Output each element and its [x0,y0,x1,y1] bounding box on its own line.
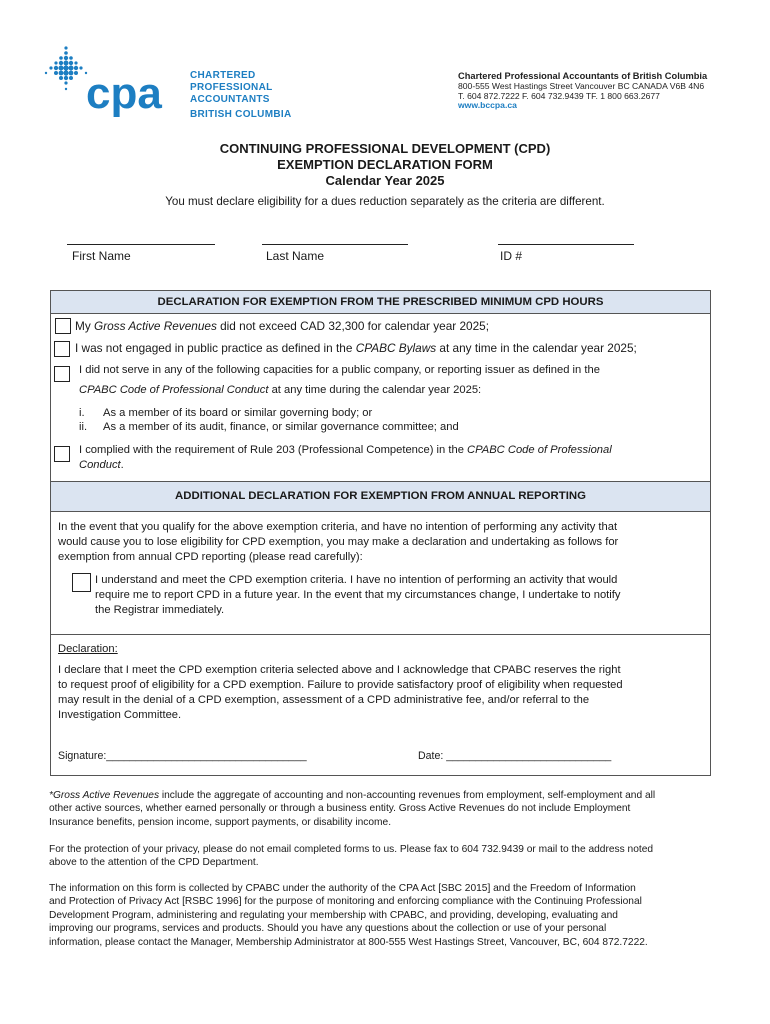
footnote-gross-revenues: *Gross Active Revenues include the aggregate of accounting and non-accounting revenues from employment, self-employment and all other active sources, whether earned personally or through a business entity. Gross Active Revenues do not include Employment Insurance benefits, pension income, support payments, or disability income. [49,790,656,828]
item-public-company: I did not serve in any of the following capacities for a public company, or reporting issuer as defined in the CPABC Code of Professional Conduct at any time during the calendar year 2025: [79,364,600,396]
declaration-text: I declare that I meet the CPD exemption criteria selected above and I acknowledge that CPABC reserves the right to request proof of eligibility for a CPD exemption. Failure to provide satisfactory proof of eligibility when requested may result in the denial of a CPD exemption, assessment of a CPD administrative fee, and/or referral to the Investigation Committee. [58,664,623,721]
section-divider [51,634,710,635]
section2-intro: In the event that you qualify for the above exemption criteria, and have no intention of performing any activity that would cause you to lose eligibility for CPD exemption, you may make a declaration and undertaking as follows for exemption from annual CPD reporting (please read carefully): [58,521,619,563]
first-name-label: First Name [72,249,131,263]
org-phones: T. 604 872.7222 F. 604 732.9439 TF. 1 800 663.2677 [458,90,660,101]
signature-field[interactable]: Signature:__________________________________ [58,750,307,762]
sub-item-i-text: As a member of its board or similar governing body; or [103,407,373,419]
date-field[interactable]: Date: ____________________________ [418,750,612,762]
sub-item-i: i. [79,407,85,419]
sub-item-ii-text: As a member of its audit, finance, or similar governance committee; and [103,421,459,433]
maple-leaf-dots-icon [42,40,162,125]
last-name-label: Last Name [266,249,325,263]
org-name: Chartered Professional Accountants of British Columbia [458,71,708,81]
checkbox-public-company[interactable] [54,366,70,382]
cpa-logo [42,40,292,125]
declaration-table [50,290,711,776]
checkbox-rule-203[interactable] [54,446,70,462]
checkbox-gross-revenues[interactable] [55,318,71,334]
svg-text:cpa: cpa [86,69,162,118]
last-name-field[interactable] [262,244,408,245]
org-website-link[interactable]: www.bccpa.ca [458,100,517,111]
org-address: 800-555 West Hastings Street Vancouver BC CANADA V6B 4N6 [458,80,705,91]
item-public-practice: I was not engaged in public practice as defined in the CPABC Bylaws at any time in the calendar year 2025; [75,341,637,355]
section1-heading: DECLARATION FOR EXEMPTION FROM THE PRESCRIBED MINIMUM CPD HOURS [51,291,710,314]
sub-item-ii: ii. [79,421,88,433]
logo-text: CHARTERED PROFESSIONAL ACCOUNTANTS BRITISH COLUMBIA [190,70,292,120]
checkbox-undertaking[interactable] [72,573,91,592]
checkbox-public-practice[interactable] [54,341,70,357]
footnote-privacy: For the protection of your privacy, please do not email completed forms to us. Please fax to 604 732.9439 or mail to the address noted above to the attention of the CPD Department. [49,844,654,869]
id-label: ID # [500,249,523,263]
undertaking-text: I understand and meet the CPD exemption criteria. I have no intention of performing an activity that would require me to report CPD in a future year. In the event that my circumstances change, I undertake to notify the Registrar immediately. [95,574,621,616]
id-field[interactable] [498,244,634,245]
footnote-information: The information on this form is collected by CPABC under the authority of the CPA Act [SBC 2015] and the Freedom of Information and Protection of Privacy Act [RSBC 1996] for the purpose of monitoring and enforcing compliance with the Continuing Professional Development Program, administering and regulating your membership with CPABC, and providing, developing, evaluating and improving our programs, services and products. Should you have any questions about the collection or use of your personal information, please contact the Manager, Membership Administrator at 800-555 West Hastings Street, Vancouver, BC, 604 872.7222. [49,883,648,948]
form-title-year: Calendar Year 2025 [325,173,445,188]
form-subtitle: You must declare eligibility for a dues reduction separately as the criteria are different. [165,195,605,208]
item-rule-203: I complied with the requirement of Rule 203 (Professional Competence) in the CPABC Code of Professional Conduct. [79,444,612,471]
first-name-field[interactable] [67,244,215,245]
section2-heading: ADDITIONAL DECLARATION FOR EXEMPTION FROM ANNUAL REPORTING [51,481,710,512]
form-title-line1: CONTINUING PROFESSIONAL DEVELOPMENT (CPD) [219,141,551,156]
declaration-title: Declaration: [58,643,118,655]
form-title-line2: EXEMPTION DECLARATION FORM [277,157,493,172]
item-gross-revenues: My Gross Active Revenues did not exceed CAD 32,300 for calendar year 2025; [75,319,490,333]
org-contact-block [458,72,707,111]
